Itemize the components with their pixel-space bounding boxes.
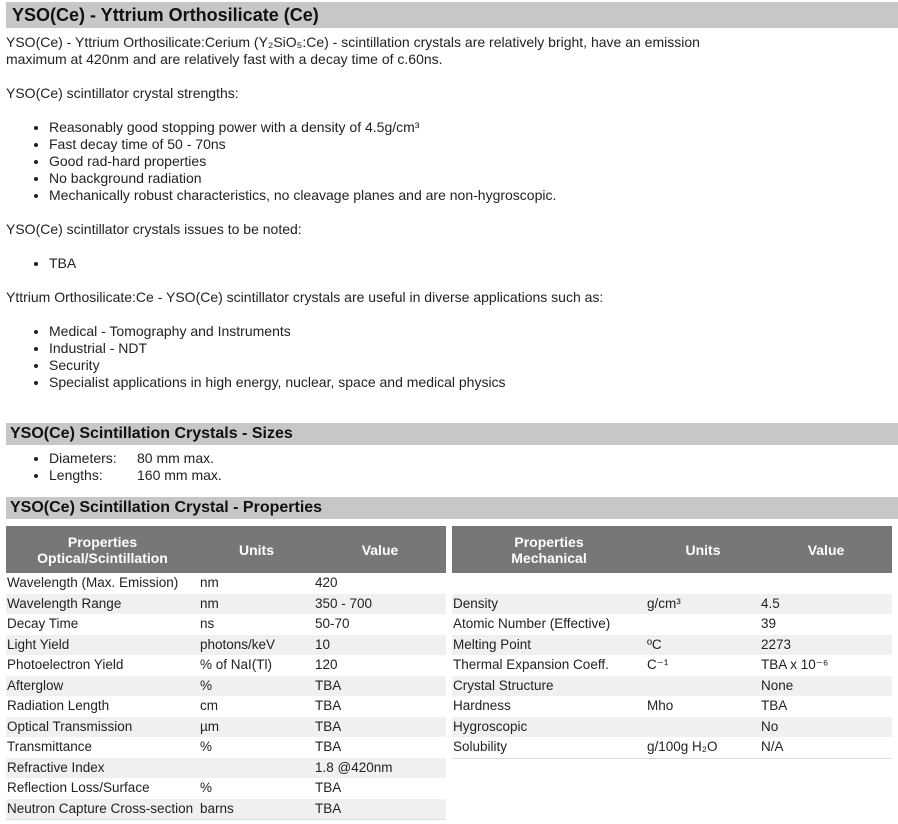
- list-item: [49, 450, 222, 467]
- property-value: 4.5: [760, 594, 892, 615]
- property-value: TBA: [315, 698, 342, 714]
- sizes-heading: YSO(Ce) Scintillation Crystals - Sizes: [6, 423, 898, 445]
- property-name: Wavelength Range: [6, 594, 199, 615]
- property-value: 10: [314, 635, 446, 656]
- strengths-list: [6, 119, 556, 204]
- property-name: Melting Point: [452, 635, 646, 656]
- property-unit: cm: [200, 698, 218, 714]
- property-name: Atomic Number (Effective): [453, 616, 611, 632]
- property-name: Hardness: [453, 698, 511, 714]
- column-header: Value: [760, 526, 892, 573]
- property-value: 420: [315, 575, 338, 591]
- sizes-list: [6, 450, 222, 484]
- table-row: [6, 717, 446, 738]
- issues-list: [6, 255, 76, 272]
- list-item: • TBA: [49, 255, 76, 272]
- list-item: • No background radiation: [49, 170, 556, 187]
- property-value: TBA: [314, 799, 446, 820]
- table-row: [452, 676, 892, 697]
- property-value: None: [760, 676, 892, 697]
- property-unit: photons/keV: [199, 635, 314, 656]
- table-row: [6, 635, 446, 656]
- property-value: 39: [761, 616, 777, 632]
- list-item: • Fast decay time of 50 - 70ns: [49, 136, 556, 153]
- table-row: [6, 655, 446, 676]
- column-header: Units: [199, 526, 314, 573]
- applications-list: [6, 323, 506, 391]
- strengths-heading: YSO(Ce) scintillator crystal strengths:: [6, 85, 239, 101]
- property-name: Transmittance: [7, 739, 93, 755]
- property-unit: %: [200, 780, 213, 796]
- property-name: Photoelectron Yield: [7, 657, 124, 673]
- property-name: Density: [452, 594, 646, 615]
- property-unit: µm: [199, 717, 314, 738]
- property-name: Hygroscopic: [452, 717, 646, 738]
- property-value: TBA: [314, 717, 446, 738]
- table-row: [6, 676, 446, 697]
- property-name: Wavelength (Max. Emission): [7, 575, 179, 591]
- property-value: 50-70: [315, 616, 350, 632]
- property-unit: barns: [199, 799, 314, 820]
- list-item: • Specialist applications in high energy, nuclear, space and medical physics: [49, 374, 506, 391]
- table-cell: [452, 573, 646, 594]
- property-unit: %: [199, 676, 314, 697]
- issues-heading: YSO(Ce) scintillator crystals issues to be noted:: [6, 221, 302, 237]
- table-row: [6, 614, 446, 635]
- property-name: Reflection Loss/Surface: [7, 780, 150, 796]
- property-name: Neutron Capture Cross-section: [6, 799, 199, 820]
- property-unit: nm: [200, 575, 219, 591]
- table-row: [452, 594, 892, 615]
- property-value: 350 - 700: [314, 594, 446, 615]
- column-header: Units: [646, 526, 760, 573]
- list-item: • Industrial - NDT: [49, 340, 506, 357]
- size-value: 80 mm max.: [137, 450, 215, 466]
- table-row: [6, 594, 446, 615]
- mechanical-properties-table: [452, 526, 892, 759]
- property-value: 2273: [760, 635, 892, 656]
- table-row-spacer: [452, 573, 892, 594]
- property-unit: %: [200, 739, 213, 755]
- property-unit: [646, 717, 760, 738]
- property-name: Thermal Expansion Coeff.: [453, 657, 609, 673]
- list-item: [49, 467, 222, 484]
- property-unit: g/cm³: [646, 594, 760, 615]
- property-unit: [646, 676, 760, 697]
- property-value: N/A: [761, 739, 784, 755]
- size-label: Lengths:: [49, 467, 103, 483]
- property-name: Afterglow: [6, 676, 199, 697]
- table-row: [452, 696, 892, 717]
- property-name: Decay Time: [7, 616, 79, 632]
- column-header: Properties Mechanical: [452, 526, 646, 573]
- table-cell: [646, 573, 760, 594]
- property-unit: [199, 758, 314, 779]
- property-unit: ºC: [646, 635, 760, 656]
- table-row: [452, 635, 892, 656]
- property-value: TBA x 10⁻⁶: [761, 657, 829, 673]
- table-row: [6, 737, 446, 758]
- property-unit: Mho: [647, 698, 674, 714]
- column-header: Properties Optical/Scintillation: [6, 526, 199, 573]
- table-row: [452, 717, 892, 738]
- property-name: Optical Transmission: [6, 717, 199, 738]
- property-unit: nm: [199, 594, 314, 615]
- page-title: YSO(Ce) - Yttrium Orthosilicate (Ce): [6, 2, 898, 28]
- property-name: Radiation Length: [7, 698, 110, 714]
- list-item: • Mechanically robust characteristics, no cleavage planes and are non-hygroscopic.: [49, 187, 556, 204]
- table-row: [6, 573, 446, 594]
- property-unit: g/100g H₂O: [647, 739, 718, 755]
- table-row: [6, 758, 446, 779]
- table-row: [6, 799, 446, 820]
- list-item: • Medical - Tomography and Instruments: [49, 323, 506, 340]
- property-name: Refractive Index: [6, 758, 199, 779]
- property-value: 120: [315, 657, 338, 673]
- table-cell: [760, 573, 892, 594]
- property-value: No: [760, 717, 892, 738]
- size-label: Diameters:: [49, 450, 117, 466]
- table-row: [452, 614, 892, 635]
- optical-properties-table: [6, 526, 446, 820]
- property-value: TBA: [314, 676, 446, 697]
- intro-paragraph: YSO(Ce) - Yttrium Orthosilicate:Cerium (Y₂SiO₅:Ce) - scintillation crystals are relatively bright, have an emission maximum at 420nm and are relatively fast with a decay time of c.60ns.: [6, 34, 700, 67]
- list-item: • Good rad-hard properties: [49, 153, 556, 170]
- property-value: TBA: [315, 739, 342, 755]
- property-unit: C⁻¹: [647, 657, 669, 673]
- property-value: TBA: [315, 780, 342, 796]
- applications-heading: Yttrium Orthosilicate:Ce - YSO(Ce) scintillator crystals are useful in diverse applications such as:: [6, 289, 604, 305]
- list-item: • Security: [49, 357, 506, 374]
- property-name: Light Yield: [6, 635, 199, 656]
- property-value: TBA: [761, 698, 788, 714]
- property-name: Crystal Structure: [452, 676, 646, 697]
- size-value: 160 mm max.: [137, 467, 222, 483]
- property-unit: [646, 614, 760, 635]
- table-row: [6, 696, 446, 717]
- table-row: [452, 737, 892, 758]
- column-header: Value: [314, 526, 446, 573]
- property-unit: % of NaI(Tl): [200, 657, 273, 673]
- table-row: [452, 655, 892, 676]
- list-item: • Reasonably good stopping power with a density of 4.5g/cm³: [49, 119, 556, 136]
- properties-heading: YSO(Ce) Scintillation Crystal - Properties: [6, 497, 898, 519]
- property-unit: ns: [200, 616, 215, 632]
- table-row: [6, 778, 446, 799]
- property-value: 1.8 @420nm: [314, 758, 446, 779]
- property-name: Solubility: [453, 739, 508, 755]
